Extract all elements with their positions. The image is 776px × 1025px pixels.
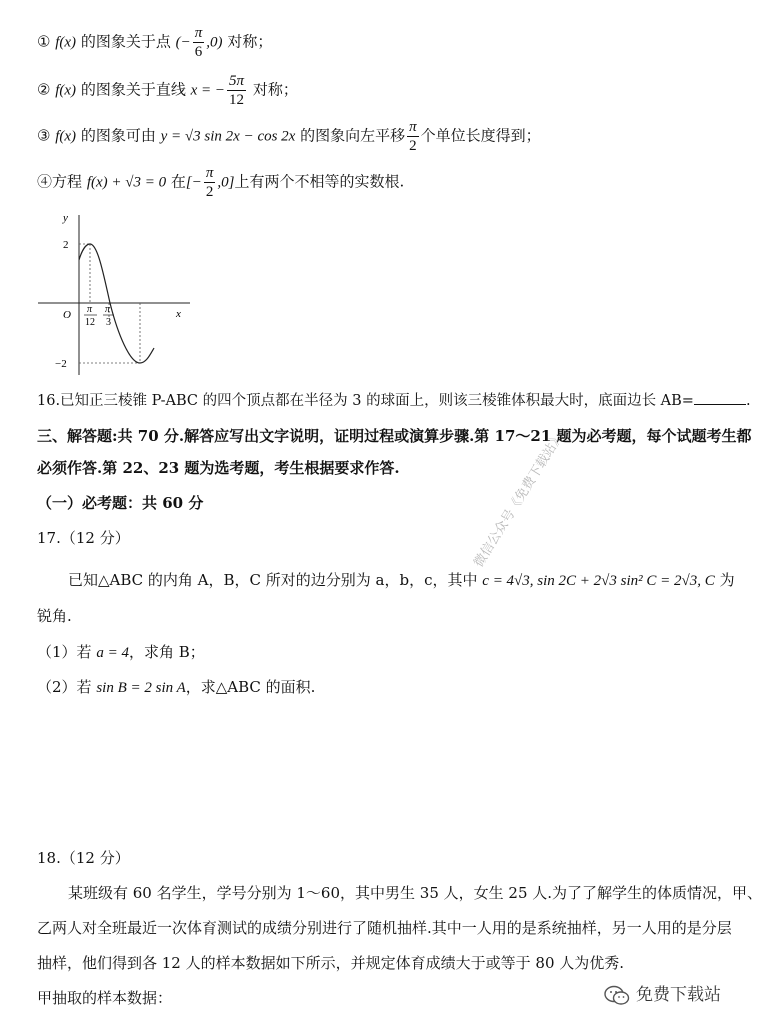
question-18-line-2: 乙两人对全班最近一次体育测试的成绩分别进行了随机抽样.其中一人用的是系统抽样，另一人用的是分层: [37, 919, 732, 937]
logo-text: 免费下载站: [636, 985, 721, 1005]
part-text: ，求△ABC 的面积.: [185, 678, 316, 696]
tick1-numerator: π: [87, 304, 93, 315]
part-text: ，求角 B；: [128, 643, 205, 661]
question-16-text: 16.已知正三棱锥 P-ABC 的四个顶点都在半径为 3 的球面上，则该三棱锥体积最大时，底面边长 AB=: [37, 393, 694, 409]
stem-text: 已知△ABC 的内角 A，B，C 所对的边分别为 a，b，c，其中: [68, 571, 478, 589]
part-math: sin B = 2 sin A: [96, 680, 186, 696]
fraction: [227, 72, 246, 109]
answer-blank: [694, 390, 746, 405]
option-text: 的图象关于直线: [80, 80, 186, 99]
y-min-label: −2: [55, 358, 67, 370]
fraction-denominator: 6: [194, 44, 203, 60]
fraction: [407, 118, 419, 155]
math-fx: f(x): [55, 128, 77, 145]
question-18-line-4: 甲抽取的样本数据：: [37, 989, 173, 1007]
site-logo: [604, 980, 721, 1007]
y-axis-label: y: [63, 212, 68, 224]
math-bracket: [−: [185, 174, 202, 191]
fraction: [204, 164, 216, 201]
option-marker: ②: [37, 80, 51, 99]
math-bracket: ,0]: [217, 174, 235, 191]
fraction: [193, 24, 205, 61]
part-math: a = 4: [96, 645, 129, 661]
question-17-header: 17.（12 分）: [37, 529, 130, 547]
math-fx: f(x): [55, 82, 77, 99]
x-axis-label: x: [176, 308, 181, 320]
math-expression: x = −: [190, 82, 226, 99]
y-max-label: 2: [63, 239, 69, 251]
tick1-denominator: 12: [85, 317, 95, 328]
math-expression: f(x) + √3 = 0: [86, 174, 167, 191]
question-17-part-1: [37, 642, 205, 663]
tick2-numerator: π: [105, 304, 111, 315]
part-label: （1）若: [37, 643, 92, 661]
fraction-denominator: 12: [229, 92, 245, 108]
option-text: 个单位长度得到；: [420, 126, 541, 145]
option-text: 上有两个不相等的实数根.: [234, 172, 405, 191]
part-1-heading: （一）必考题：共 60 分: [37, 494, 204, 512]
stem-text: 为: [719, 571, 735, 589]
fraction-denominator: 2: [205, 184, 214, 200]
option-text: 的图象向左平移: [300, 126, 406, 145]
option-text: 的图象关于点: [80, 32, 171, 51]
fraction-numerator: π: [409, 119, 417, 135]
wechat-icon: [604, 985, 630, 1007]
section-3-line-2: 必须作答.第 22、23 题为选考题，考生根据要求作答.: [37, 459, 400, 477]
math-bracket: (−: [175, 34, 191, 51]
option-marker: ③: [37, 126, 51, 145]
section-3-line-1: 三、解答题:共 70 分.解答应写出文字说明，证明过程或演算步骤.第 17～21 题为必考题，每个试题考生都: [37, 427, 752, 445]
stem-math: c = 4√3, sin 2C + 2√3 sin² C = 2√3, C: [482, 573, 715, 589]
question-17-stem-cont: 锐角.: [37, 607, 72, 625]
option-1: [37, 24, 272, 61]
math-expression: y = √3 sin 2x − cos 2x: [160, 128, 296, 145]
fraction-numerator: 5π: [229, 73, 245, 89]
question-17-stem: [68, 570, 735, 591]
fraction-numerator: π: [194, 25, 203, 41]
option-marker: ①: [37, 32, 51, 51]
option-3: [37, 118, 541, 155]
fraction-denominator: 2: [409, 138, 417, 154]
function-graph: [30, 205, 200, 380]
part-label: （2）若: [37, 678, 92, 696]
question-18-line-1: 某班级有 60 名学生，学号分别为 1～60，其中男生 35 人，女生 25 人.为了了解学生的体质情况，甲、: [68, 884, 763, 902]
question-17-part-2: [37, 677, 315, 698]
question-18-line-3: 抽样，他们得到各 12 人的样本数据如下所示，并规定体育成绩大于或等于 80 人为优秀.: [37, 954, 625, 972]
option-text: 的图象可由: [80, 126, 156, 145]
option-text: 对称；: [252, 80, 298, 99]
option-text: 在: [170, 172, 186, 191]
option-4: [37, 164, 404, 201]
tick2-denominator: 3: [106, 317, 111, 328]
option-text: 方程: [52, 172, 83, 191]
option-text: 对称；: [227, 32, 273, 51]
math-fx: f(x): [55, 34, 77, 51]
fraction-numerator: π: [205, 165, 214, 181]
origin-label: O: [63, 309, 71, 321]
option-marker: ④: [37, 172, 53, 191]
question-16-end: .: [745, 393, 751, 409]
math-bracket: ,0): [206, 34, 223, 51]
question-18-header: 18.（12 分）: [37, 849, 130, 867]
question-16: [37, 390, 751, 411]
option-2: [37, 72, 298, 109]
watermark: 微信公众号《免费下载站》: [471, 429, 567, 571]
